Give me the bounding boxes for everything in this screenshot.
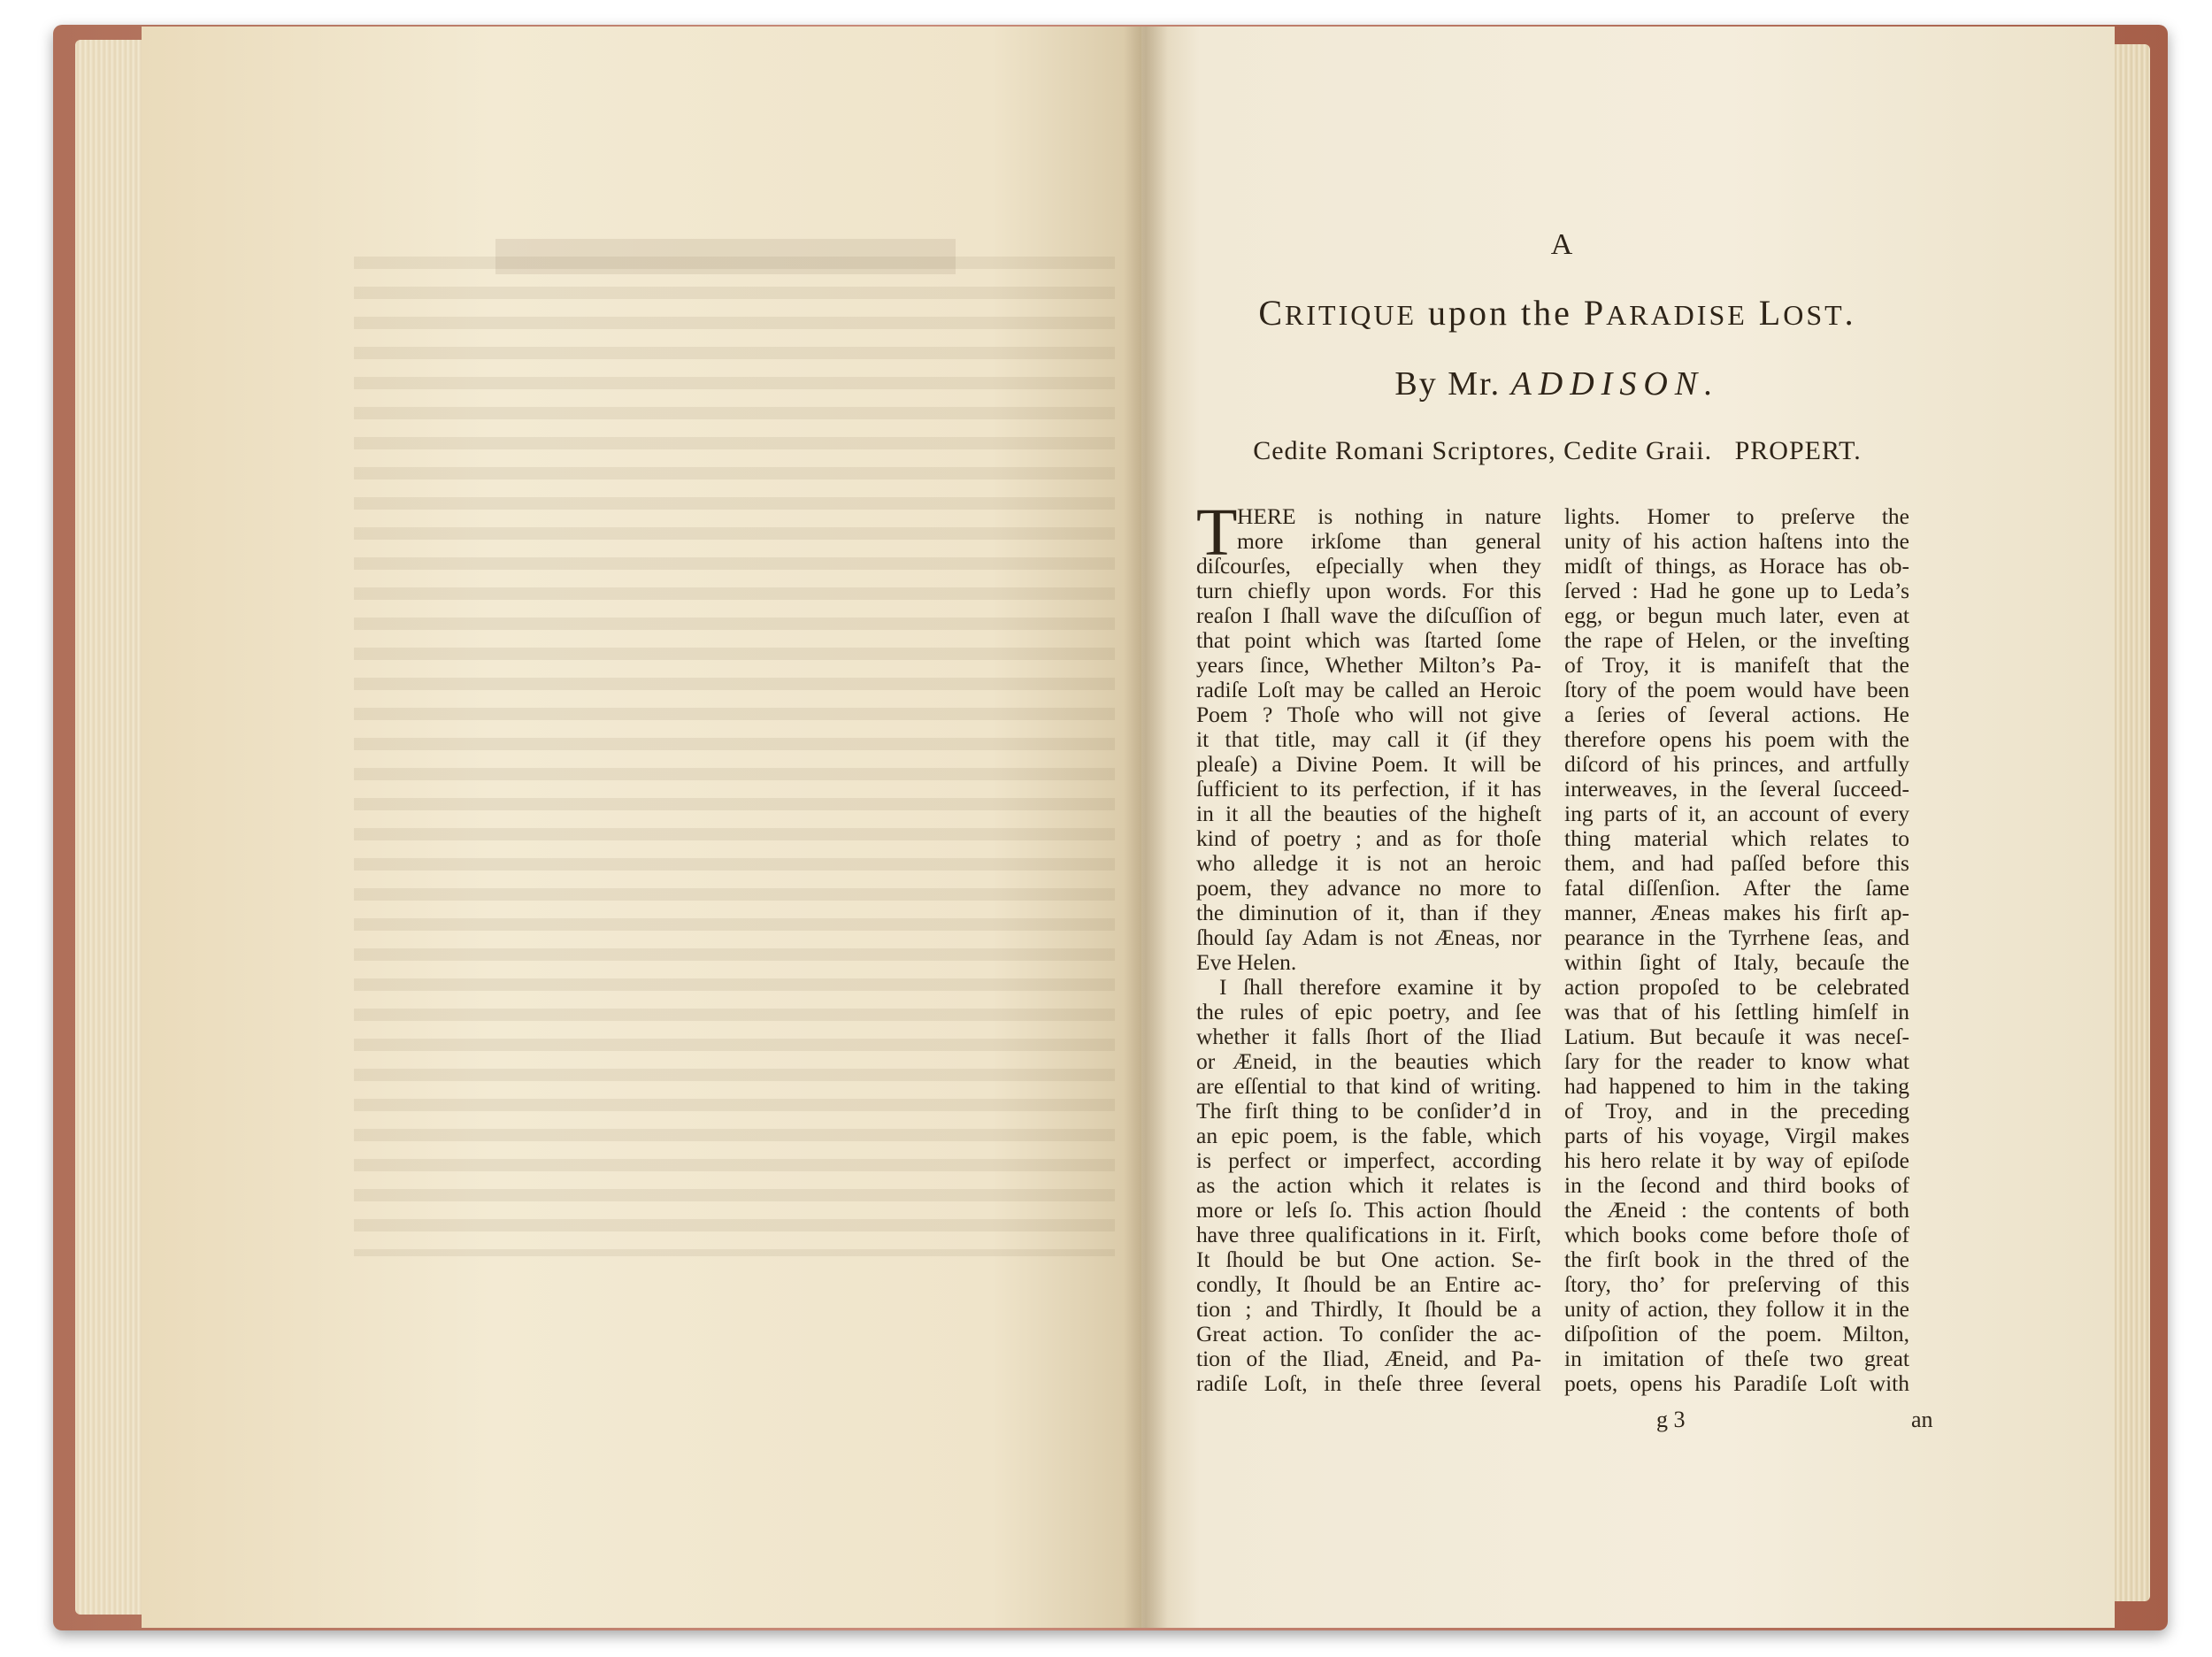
motto-source: PROPERT. <box>1734 436 1862 465</box>
text-line: in imitation of theſe two great <box>1564 1346 1909 1371</box>
text-line: the Æneid : the contents of both <box>1564 1197 1909 1223</box>
text-line: are eſſential to that kind of writing. <box>1196 1073 1541 1099</box>
text-line: diſcourſes, eſpecially when they <box>1196 553 1541 579</box>
text-line: within ſight of Italy, becauſe the <box>1564 949 1909 975</box>
text-line: in the ſecond and third books of <box>1564 1172 1909 1198</box>
text-line: lights. Homer to preſerve the <box>1564 503 1909 529</box>
text-line: midſt of things, as Horace has ob- <box>1564 553 1909 579</box>
text-line: ſary for the reader to know what <box>1564 1048 1909 1074</box>
text-line: ſufficient to its perfection, if it has <box>1196 776 1541 802</box>
text-line: I ſhall therefore examine it by <box>1219 974 1541 1000</box>
text-column-left <box>1196 495 1541 1396</box>
text-line: or Æneid, in the beauties which <box>1196 1048 1541 1074</box>
text-line: the diminution of it, than if they <box>1196 900 1541 925</box>
motto-text: Cedite Romani Scriptores, Cedite Graii. <box>1253 436 1713 465</box>
page-title: CRITIQUE upon the PARADISE LOST. <box>1258 293 1856 333</box>
catchword: an <box>1911 1407 1933 1432</box>
author-name: ADDISON. <box>1510 365 1720 403</box>
author-prefix: By Mr. <box>1394 365 1502 403</box>
text-line: of Troy, it is manifeſt that the <box>1564 652 1909 678</box>
text-line: diſpoſition of the poem. Milton, <box>1564 1321 1909 1346</box>
text-line: parts of his voyage, Virgil makes <box>1564 1123 1909 1148</box>
text-line: more irkſome than general <box>1237 528 1541 554</box>
text-line: Great action. To conſider the ac- <box>1196 1321 1541 1346</box>
text-line: have three qualifications in it. Firſt, <box>1196 1222 1541 1247</box>
text-line: ing parts of it, an account of every <box>1564 801 1909 826</box>
text-line: poem, they advance no more to <box>1196 875 1541 901</box>
text-line: more or leſs ſo. This action ſhould <box>1196 1197 1541 1223</box>
text-line: reaſon I ſhall wave the diſcuſſion of <box>1196 602 1541 628</box>
text-line: therefore opens his poem with the <box>1564 726 1909 752</box>
text-line: an epic poem, is the fable, which <box>1196 1123 1541 1148</box>
text-line: Eve Helen. <box>1196 949 1297 975</box>
text-line: his hero relate it by way of epiſode <box>1564 1147 1909 1173</box>
motto <box>1186 436 1929 466</box>
text-line: fatal diſſenſion. After the ſame <box>1564 875 1909 901</box>
title-article: A <box>1550 228 1573 261</box>
text-line: action propoſed to be celebrated <box>1564 974 1909 1000</box>
text-line: tion ; and Thirdly, It ſhould be a <box>1196 1296 1541 1322</box>
text-line: Poem ? Thoſe who will not give <box>1196 702 1541 727</box>
text-line: The firſt thing to be conſider’d in <box>1196 1098 1541 1124</box>
author-line <box>1186 364 1929 403</box>
text-line: had happened to him in the taking <box>1564 1073 1909 1099</box>
text-line: ſhould ſay Adam is not Æneas, nor <box>1196 924 1541 950</box>
text-line: Latium. But becauſe it was neceſ- <box>1564 1024 1909 1049</box>
text-line: them, and had paſſed before this <box>1564 850 1909 876</box>
text-line: the firſt book in the thred of the <box>1564 1247 1909 1272</box>
text-line: ſerved : Had he gone up to Leda’s <box>1564 578 1909 603</box>
bleed-through-text <box>354 239 1115 1256</box>
text-line: poets, opens his Paradiſe Loſt with <box>1564 1370 1909 1396</box>
text-line: a ſeries of ſeveral actions. He <box>1564 702 1909 727</box>
drop-cap: T <box>1196 495 1238 570</box>
text-line: radiſe Loſt, in theſe three ſeveral <box>1196 1370 1541 1396</box>
text-line: pleaſe) a Divine Poem. It will be <box>1196 751 1541 777</box>
text-line: unity of his action haſtens into the <box>1564 528 1909 554</box>
text-line: radiſe Loſt may be called an Heroic <box>1196 677 1541 702</box>
text-line: unity of action, they follow it in the <box>1564 1296 1909 1322</box>
text-line: kind of poetry ; and as for thoſe <box>1196 825 1541 851</box>
text-line: HERE is nothing in nature <box>1237 503 1541 529</box>
text-line: pearance in the Tyrrhene ſeas, and <box>1564 924 1909 950</box>
text-line: which books come before thoſe of <box>1564 1222 1909 1247</box>
text-column-right <box>1564 504 1909 1396</box>
text-line: who alledge it is not an heroic <box>1196 850 1541 876</box>
text-line: turn chiefly upon words. For this <box>1196 578 1541 603</box>
text-line: It ſhould be but One action. Se- <box>1196 1247 1541 1272</box>
text-line: as the action which it relates is <box>1196 1172 1541 1198</box>
text-line: of Troy, and in the preceding <box>1564 1098 1909 1124</box>
text-line: was that of his ſettling himſelf in <box>1564 999 1909 1024</box>
text-line: that point which was ſtarted ſome <box>1196 627 1541 653</box>
text-line: ſtory of the poem would have been <box>1564 677 1909 702</box>
text-line: diſcord of his princes, and artfully <box>1564 751 1909 777</box>
text-line: years ſince, Whether Milton’s Pa- <box>1196 652 1541 678</box>
text-line: egg, or begun much later, even at <box>1564 602 1909 628</box>
text-line: tion of the Iliad, Æneid, and Pa- <box>1196 1346 1541 1371</box>
text-line: it that title, may call it (if they <box>1196 726 1541 752</box>
text-line: in it all the beauties of the higheſt <box>1196 801 1541 826</box>
text-line: thing material which relates to <box>1564 825 1909 851</box>
text-line: the rape of Helen, or the inveſting <box>1564 627 1909 653</box>
text-line: ſtory, tho’ for preſerving of this <box>1564 1271 1909 1297</box>
text-line: condly, It ſhould be an Entire ac- <box>1196 1271 1541 1297</box>
text-line: is perfect or imperfect, according <box>1196 1147 1541 1173</box>
text-line: the rules of epic poetry, and ſee <box>1196 999 1541 1024</box>
book-gutter <box>1124 27 1168 1628</box>
signature-mark: g 3 <box>1656 1407 1686 1432</box>
text-line: interweaves, in the ſeveral ſucceed- <box>1564 776 1909 802</box>
text-line: whether it falls ſhort of the Iliad <box>1196 1024 1541 1049</box>
text-line: manner, Æneas makes his firſt ap- <box>1564 900 1909 925</box>
